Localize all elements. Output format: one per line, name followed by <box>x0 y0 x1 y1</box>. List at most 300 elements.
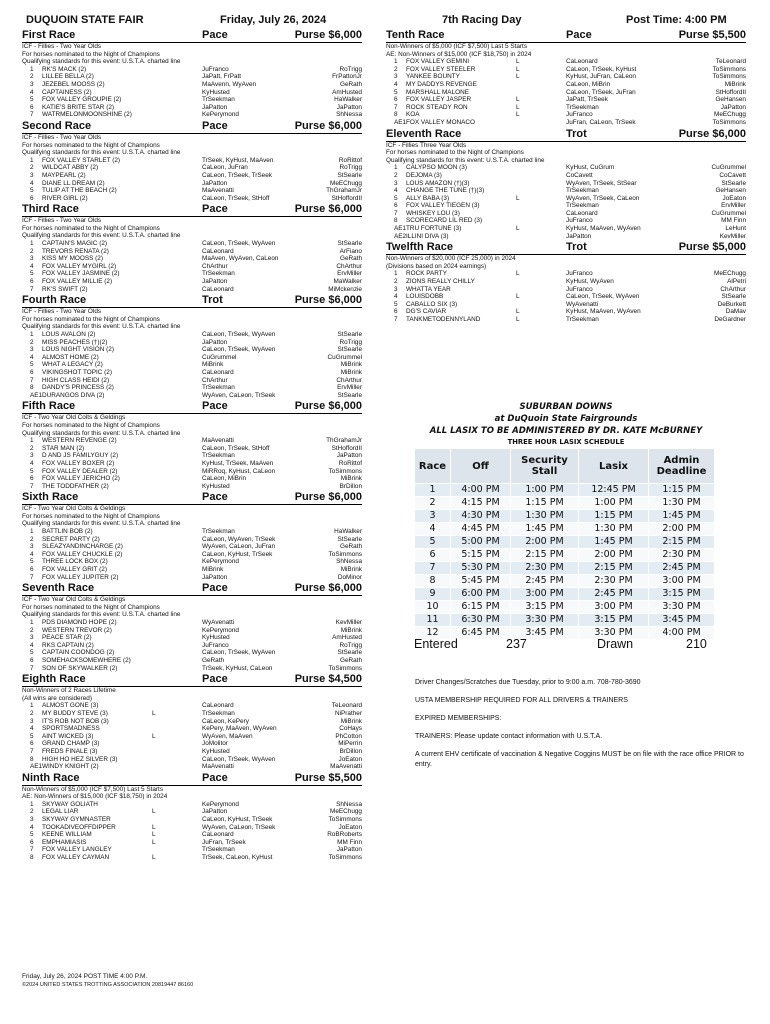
entry-row <box>22 286 362 294</box>
race-conditions: Qualifying standards for this event: U.S.T.A. charted line <box>22 232 181 240</box>
race-purse: Purse $6,000 <box>294 119 362 132</box>
driver-name: GeRath <box>202 656 225 664</box>
trainer-name: RoTrigg <box>339 65 362 73</box>
race-header <box>386 241 746 255</box>
horse-name: MARSHALL MALONE <box>406 88 469 96</box>
security-stall-time-cell: 3:15 PM <box>511 601 579 614</box>
horse-name: PEACE STAR (2) <box>42 634 92 642</box>
post-position: 4 <box>30 725 34 733</box>
lasix-time-cell: 3:00 PM <box>579 601 649 614</box>
post-position: 4 <box>30 88 34 96</box>
entry-row <box>22 452 362 460</box>
entry-row <box>22 369 362 377</box>
trainer-name: ErvMiller <box>337 384 362 392</box>
driver-name: JaPatt, FrPatt <box>202 73 242 81</box>
race-purse: Purse $6,000 <box>294 29 362 41</box>
security-stall-time-cell: 1:45 PM <box>511 523 579 536</box>
lasix-flag <box>152 377 202 385</box>
lasix-time-cell: 3:15 PM <box>579 614 649 627</box>
entry-row <box>22 468 362 476</box>
security-stall-column-header: Security Stall <box>511 449 579 484</box>
entry-row <box>386 278 746 286</box>
entry-row <box>386 217 746 225</box>
lasix-schedule-row <box>415 601 715 614</box>
race-conditions: ICF - Fillies Three Year Olds <box>386 141 467 149</box>
entry-row <box>386 172 746 180</box>
lasix-flag <box>516 233 566 241</box>
post-position: 7 <box>30 376 34 384</box>
horse-name: YANKEE BOUNTY <box>406 73 460 81</box>
off-time-cell: 4:30 PM <box>451 510 511 523</box>
lasix-flag <box>152 66 202 74</box>
off-column-header: Off <box>451 449 511 484</box>
driver-name: CaLeon, WyAven, TrSeek <box>202 535 276 543</box>
driver-name: JuFran, TrSeek <box>202 838 246 846</box>
left-race-column <box>22 29 362 863</box>
driver-name: TrSeekman <box>566 202 599 210</box>
driver-name: JuFranco <box>566 111 593 119</box>
lasix-flag <box>152 649 202 657</box>
horse-name: FOX VALLEY GROUPIE (2) <box>42 96 122 104</box>
trainer-name: MM Finn <box>337 838 362 846</box>
lasix-flag <box>152 619 202 627</box>
trainer-name: GeRath <box>339 656 362 664</box>
horse-name: ALMOST HOME (2) <box>42 353 99 361</box>
lasix-flag: L <box>516 308 520 316</box>
race-conditions: For horses nominated to the Night of Champions <box>22 421 160 429</box>
post-position: 5 <box>30 558 34 566</box>
lasix-schedule-row <box>415 523 715 536</box>
post-position: 8 <box>30 854 34 862</box>
post-position: 5 <box>30 732 34 740</box>
lasix-flag <box>516 89 566 97</box>
horse-name: GRAND CHAMP (3) <box>42 740 100 748</box>
entry-row <box>386 301 746 309</box>
post-position: 5 <box>394 88 398 96</box>
driver-name: TrSeekman <box>202 709 235 717</box>
driver-name: KyHust, MaAven, WyAven <box>566 225 641 233</box>
lasix-flag: L <box>516 111 520 119</box>
race-purse: Purse $6,000 <box>294 491 362 504</box>
trainer-name: ToSimmons <box>712 118 746 126</box>
trainer-name: ThGrahamJr <box>326 437 362 445</box>
race-number-cell: 3 <box>415 510 451 523</box>
lasix-flag: L <box>516 73 520 81</box>
horse-name: CAPTAIN'S MAGIC (2) <box>42 240 108 248</box>
driver-name: WyAven, CaLeon, TrSeek <box>202 823 276 831</box>
entry-row <box>22 528 362 536</box>
post-position: 4 <box>30 179 34 187</box>
entry-row <box>22 187 362 195</box>
trainer-name: StHoffordII <box>331 194 362 202</box>
entry-row <box>386 119 746 127</box>
fair-name: DUQUOIN STATE FAIR <box>26 14 144 26</box>
race-gait: Pace <box>566 29 592 41</box>
lasix-flag <box>516 187 566 195</box>
driver-name: KyHusted <box>202 634 230 642</box>
race-gait: Trot <box>566 241 587 254</box>
lasix-flag <box>152 460 202 468</box>
post-position: 1 <box>30 800 34 808</box>
trainer-name: ShNessa <box>336 800 362 808</box>
entry-row <box>22 702 362 710</box>
driver-name: JaPatton <box>566 232 592 240</box>
entry-row <box>386 89 746 97</box>
horse-name: WHAT A LEGACY (2) <box>42 361 103 369</box>
lasix-header <box>386 401 746 437</box>
entry-row <box>22 725 362 733</box>
driver-name: TrSeekman <box>202 270 235 278</box>
entry-row <box>22 104 362 112</box>
lasix-flag <box>152 748 202 756</box>
trainer-name: JoEaton <box>338 823 362 831</box>
lasix-flag: L <box>152 709 156 717</box>
race-block <box>22 120 362 202</box>
race-name: Fifth Race <box>22 400 76 413</box>
post-position: 1 <box>30 619 34 626</box>
entered-count: 237 <box>506 637 527 651</box>
entry-row <box>22 475 362 483</box>
entry-row <box>386 286 746 294</box>
driver-name: JaPatton <box>202 278 228 286</box>
trainer-name: ToSimmons <box>712 65 746 73</box>
post-position: 3 <box>30 717 34 725</box>
entry-row <box>386 233 746 241</box>
trainer-name: MiPerrin <box>338 740 362 748</box>
post-position: 7 <box>30 285 34 293</box>
driver-name: MaAven, WyAven, CaLeon <box>202 255 279 263</box>
driver-name: CaLeon, KePery <box>202 717 249 725</box>
race-gait: Pace <box>202 582 228 595</box>
trainer-name: StSearle <box>337 240 362 248</box>
horse-name: ILLINI DIVA (3) <box>406 232 449 240</box>
lasix-schedule-row <box>415 562 715 575</box>
race-gait: Pace <box>202 400 228 413</box>
entry-row <box>22 642 362 650</box>
entered-label: Entered <box>414 637 458 651</box>
entry-row <box>386 210 746 218</box>
driver-name: JuFranco <box>202 65 229 73</box>
lasix-flag <box>516 119 566 127</box>
trainer-name: ToSimmons <box>328 550 362 558</box>
post-position: 2 <box>394 171 398 179</box>
trainer-name: ToSimmons <box>328 467 362 475</box>
driver-name: WyAvenatti <box>566 300 599 308</box>
entry-row <box>22 248 362 256</box>
lasix-flag <box>152 558 202 566</box>
driver-name: KyHusted <box>202 88 230 96</box>
driver-name: CaLeon, KyHust, TrSeek <box>202 816 273 824</box>
post-position: 1 <box>30 240 34 248</box>
lasix-flag <box>152 104 202 112</box>
post-position: 8 <box>30 384 34 392</box>
driver-name: WyAven, CaLeon, TrSeek <box>202 391 276 399</box>
horse-name: FOX VALLEY LANGLEY <box>42 846 112 854</box>
lasix-schedule-row <box>415 627 715 640</box>
race-block <box>22 29 362 119</box>
entry-row <box>386 58 746 66</box>
horse-name: TULIP AT THE BEACH (2) <box>42 187 117 195</box>
trainer-name: ArFiano <box>339 247 362 255</box>
horse-name: DANDY'S PRINCESS (2) <box>42 384 114 392</box>
entry-row <box>386 308 746 316</box>
post-position: 7 <box>30 111 34 119</box>
race-number-cell: 12 <box>415 627 451 640</box>
post-position: 5 <box>30 270 34 278</box>
post-position: 5 <box>30 361 34 369</box>
footer-copyright: ©2024 UNITED STATES TROTTING ASSOCIATION 20819447 86160 <box>22 982 194 988</box>
trainer-name: StSearle <box>721 293 746 301</box>
race-number-cell: 4 <box>415 523 451 536</box>
entry-row <box>22 278 362 286</box>
lasix-schedule-table <box>414 448 715 640</box>
entry-row <box>22 66 362 74</box>
horse-name: CAPTAIN COONDOG (2) <box>42 649 115 657</box>
race-number-cell: 6 <box>415 549 451 562</box>
driver-name: CaLeon, MiBrin <box>566 80 611 88</box>
horse-name: STAR MAN (2) <box>42 444 85 452</box>
post-position: 2 <box>30 338 34 346</box>
post-position: 4 <box>394 187 398 195</box>
race-block <box>22 673 362 771</box>
entry-row <box>386 225 746 233</box>
driver-name: CaLeon, TrSeek, WyAven <box>566 293 640 301</box>
race-conditions: ICF - Fillies - Two Year Olds <box>22 133 102 141</box>
admin-deadline-cell: 2:15 PM <box>649 536 715 549</box>
trainer-name: JaPatton <box>336 846 362 854</box>
post-position: 5 <box>394 300 398 308</box>
horse-name: ROCK STEADY RON <box>406 103 468 111</box>
driver-name: MaAvenatti <box>202 187 234 195</box>
post-position: AE1 <box>30 391 43 399</box>
race-block <box>22 203 362 293</box>
trainer-name: StSearle <box>337 346 362 354</box>
race-name: Seventh Race <box>22 582 95 595</box>
security-stall-time-cell: 3:30 PM <box>511 614 579 627</box>
trainer-name: MiBrink <box>340 361 362 369</box>
horse-name: LEGAL LIAR <box>42 808 79 816</box>
lasix-flag <box>516 217 566 225</box>
trainer-name: JoEaton <box>722 194 746 202</box>
race-gait: Pace <box>202 203 228 216</box>
post-position: 6 <box>30 194 34 202</box>
race-number-cell: 2 <box>415 497 451 510</box>
post-position: 6 <box>30 838 34 846</box>
post-position: 4 <box>30 459 34 467</box>
post-position: 1 <box>30 65 34 73</box>
horse-name: FOX VALLEY MONACO <box>406 118 476 126</box>
lasix-flag <box>152 468 202 476</box>
entry-row <box>22 346 362 354</box>
security-stall-time-cell: 2:15 PM <box>511 549 579 562</box>
lasix-flag <box>152 195 202 203</box>
driver-name: CaLeonard <box>202 285 234 293</box>
horse-name: DIANE LL DREAM (2) <box>42 179 105 187</box>
entry-row <box>22 240 362 248</box>
lasix-flag <box>152 81 202 89</box>
horse-name: WESTERN TREVOR (2) <box>42 626 112 634</box>
entry-row <box>22 164 362 172</box>
horse-name: SPORTSMADNESS <box>42 725 100 733</box>
lasix-administrator: ALL LASIX TO BE ADMINISTERED BY DR. KATE McBURNEY <box>429 426 703 436</box>
lasix-flag: L <box>516 96 520 104</box>
off-time-cell: 4:15 PM <box>451 497 511 510</box>
post-position: 6 <box>30 475 34 483</box>
trainer-name: StSearle <box>337 649 362 657</box>
post-position: 6 <box>30 103 34 111</box>
trainer-name: MiBrink <box>340 566 362 574</box>
race-conditions: Non-Winners of $5,000 (ICF $7,500) Last 5 Starts <box>22 785 164 793</box>
lasix-flag <box>152 702 202 710</box>
admin-deadline-cell: 3:30 PM <box>649 601 715 614</box>
horse-name: CAPTAINESS (2) <box>42 88 92 96</box>
race-conditions: For horses nominated to the Night of Champions <box>386 149 524 157</box>
trainer-name: ToSimmons <box>712 73 746 81</box>
trainer-name: MiBrink <box>724 80 746 88</box>
race-number-cell: 8 <box>415 575 451 588</box>
driver-name: CaLeon, TrSeek, JuFran <box>566 88 636 96</box>
lasix-flag <box>516 278 566 286</box>
race-gait: Pace <box>202 771 228 784</box>
horse-name: WESTERN REVENGE (2) <box>42 437 117 445</box>
trainer-name: KevMiller <box>335 619 362 626</box>
trainer-name: MiBrink <box>340 475 362 483</box>
trainer-name: KevMiller <box>719 232 746 240</box>
lasix-flag: L <box>152 831 156 839</box>
off-time-cell: 6:45 PM <box>451 627 511 640</box>
off-time-cell: 5:30 PM <box>451 562 511 575</box>
security-stall-time-cell: 3:00 PM <box>511 588 579 601</box>
lasix-flag <box>152 331 202 339</box>
race-gait: Pace <box>202 491 228 504</box>
post-position: AE2 <box>394 232 407 240</box>
race-name: Sixth Race <box>22 491 79 504</box>
post-position: 7 <box>394 103 398 111</box>
lasix-flag <box>516 180 566 188</box>
trainer-name: MeEChugg <box>330 808 362 816</box>
lasix-flag <box>152 763 202 771</box>
entry-row <box>22 96 362 104</box>
lasix-flag <box>152 180 202 188</box>
post-position: 7 <box>30 482 34 490</box>
entry-row <box>386 66 746 74</box>
lasix-flag: L <box>516 194 520 202</box>
horse-name: SON OF SKYWALKER (2) <box>42 664 118 672</box>
horse-name: RK'S MACK (2) <box>42 65 87 73</box>
race-purse: Purse $5,500 <box>294 771 362 784</box>
horse-name: TRU FORTUNE (3) <box>406 225 462 233</box>
lasix-time-cell: 2:30 PM <box>579 575 649 588</box>
trainer-name: CuGrummel <box>711 164 746 172</box>
entry-row <box>22 831 362 839</box>
horse-name: FOX VALLEY STEELER <box>406 65 476 73</box>
race-header <box>22 120 362 134</box>
post-position: 7 <box>30 573 34 581</box>
race-conditions: Qualifying standards for this event: U.S.T.A. charted line <box>22 323 181 331</box>
driver-name: KyHust, TrSeek, MaAven <box>202 459 274 467</box>
driver-name: ChArthur <box>202 376 228 384</box>
post-position: 5 <box>394 194 398 202</box>
driver-name: CaLeon, TrSeek, WyAven <box>202 649 276 657</box>
race-header <box>22 582 362 596</box>
driver-name: WyAven, TrSeek, StSear <box>566 179 637 187</box>
post-position: 6 <box>30 278 34 286</box>
entry-row <box>22 824 362 832</box>
security-stall-time-cell: 2:30 PM <box>511 562 579 575</box>
lasix-flag: L <box>152 854 156 862</box>
post-position: 3 <box>30 171 34 179</box>
driver-name: JuFran, CaLeon, TrSeek <box>566 118 636 126</box>
trainer-name: MiBrink <box>340 717 362 725</box>
lasix-flag <box>152 172 202 180</box>
off-time-cell: 5:45 PM <box>451 575 511 588</box>
race-purse: Purse $6,000 <box>294 400 362 413</box>
trainer-name: DeGardner <box>714 316 746 323</box>
trainer-name: AlPetri <box>727 278 746 286</box>
entry-row <box>22 89 362 97</box>
horse-name: HIGH HO HEZ SILVER (3) <box>42 755 118 763</box>
race-conditions: Qualifying standards for this event: U.S.T.A. charted line <box>22 149 181 157</box>
post-position: 2 <box>394 65 398 73</box>
lasix-flag <box>516 202 566 210</box>
horse-name: BATTLIN BOB (2) <box>42 528 93 536</box>
driver-name: WyAvenatti <box>202 619 235 626</box>
horse-name: FOX VALLEY CAYMAN <box>42 854 110 862</box>
horse-name: ROCK PARTY <box>406 270 447 278</box>
horse-name: VIKINGSHOT TOPIC (2) <box>42 368 112 376</box>
driver-name: MiRRoq, KyHust, CaLeon <box>202 467 276 475</box>
race-conditions: For horses nominated to the Night of Champions <box>22 224 160 232</box>
trainer-name: ChArthur <box>336 376 362 384</box>
race-block <box>386 29 746 127</box>
race-conditions: Qualifying standards for this event: U.S.T.A. charted line <box>22 520 181 528</box>
driver-name: CaLeon, TrSeek, WyAven <box>202 331 276 338</box>
race-header <box>22 294 362 308</box>
trainer-name: StSearle <box>337 331 362 338</box>
trainer-name: DaMav <box>725 308 746 316</box>
driver-name: TrSeekman <box>202 846 235 854</box>
horse-name: RK'S SWIFT (2) <box>42 285 88 293</box>
entry-row <box>386 270 746 278</box>
post-position: 3 <box>30 816 34 824</box>
post-position: 6 <box>394 202 398 210</box>
trainer-name: ErvMiller <box>337 270 362 278</box>
lasix-flag <box>152 278 202 286</box>
lasix-title: SUBURBAN DOWNS <box>519 402 613 412</box>
lasix-flag <box>152 665 202 673</box>
driver-name: WyAven, TrSeek, CaLeon <box>566 194 640 202</box>
entry-row <box>386 111 746 119</box>
driver-name: MaAvenatti <box>202 437 234 445</box>
post-position: 6 <box>30 656 34 664</box>
driver-name: TrSeekman <box>202 384 235 392</box>
entry-row <box>22 627 362 635</box>
driver-name: TrSeekman <box>202 96 235 104</box>
lasix-flag <box>152 574 202 582</box>
horse-name: D AND JS FAMILYGUY (2) <box>42 452 119 460</box>
race-conditions: ICF - Fillies - Two Year Olds <box>22 217 102 225</box>
post-position: 2 <box>30 535 34 543</box>
lasix-flag <box>152 339 202 347</box>
driver-changes-note: Driver Changes/Scratches due Tuesday, prior to 9:00 a.m. 708-780-3690 <box>415 679 641 686</box>
trainer-name: RoTrigg <box>339 338 362 346</box>
race-purse: Purse $6,000 <box>678 127 746 140</box>
entry-row <box>22 649 362 657</box>
horse-name: CABALLO SIX (3) <box>406 300 458 308</box>
race-header <box>386 29 746 43</box>
post-position: 2 <box>30 247 34 255</box>
trainer-name: NiPrather <box>335 709 362 717</box>
